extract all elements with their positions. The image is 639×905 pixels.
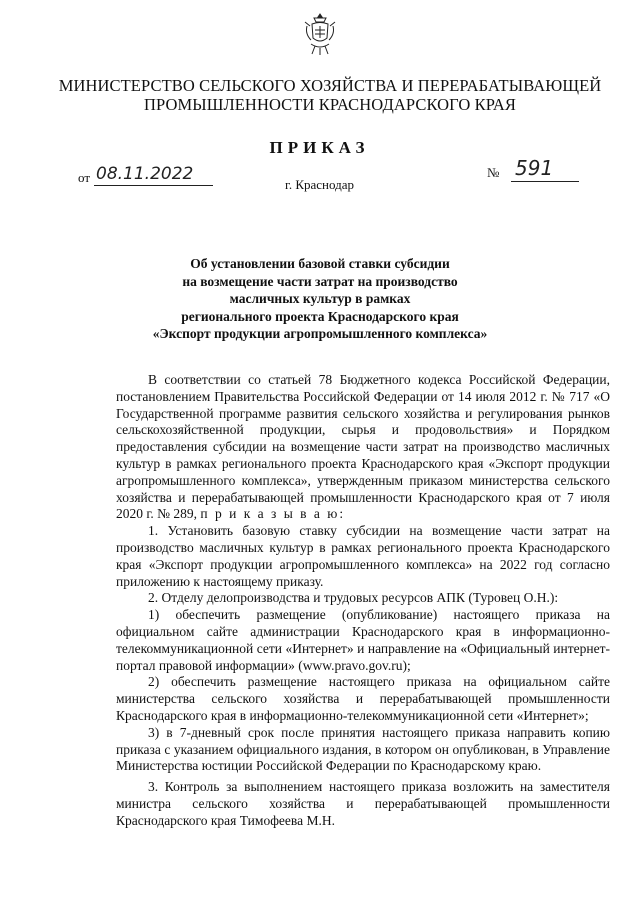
city-line: г. Краснодар (284, 177, 355, 192)
handwritten-number: 591 (515, 156, 554, 180)
number-prefix: № (487, 165, 500, 180)
order-body (116, 372, 610, 830)
krasnodar-coat-of-arms-icon (303, 12, 337, 56)
preamble-text: В соответствии со статьей 78 Бюджетного кодекса Российской Федерации, постановлением Правительства Российской Федерации от 14 июля 2012 г. № 717 «О Государственной программе развития сельского хозяйства и регулирования рынков сельскохозяйственной продукции, сырья и продовольствия» и Порядком предоставления субсидии на возмещение части затрат на производство масличных культур в рамках регионального проекта Краснодарского края «Экспорт продукции агропромышленного комплекса», утвержденным приказом министерства сельского хозяйства и перерабатывающей промышленности Краснодарского края от 7 июля 2020 г. № 289, (116, 372, 610, 522)
subject-line: масличных культур в рамках (229, 291, 411, 306)
subject-line: на возмещение части затрат на производство (182, 273, 458, 289)
item-paragraph: 1. Установить базовую ставку субсидии на возмещение части затрат на производство масличных культур в рамках регионального проекта Краснодарского края «Экспорт продукции агропромышленного комплекса» на 2022 год согласно приложению к настоящему приказу. (116, 523, 610, 589)
item-paragraph: 2. Отделу делопроизводства и трудовых ресурсов АПК (Туровец О.Н.): (148, 590, 559, 606)
handwritten-date: 08.11.2022 (96, 164, 194, 184)
command-word: п р и к а з ы в а ю: (200, 506, 346, 522)
ministry-line: ПРОМЫШЛЕННОСТИ КРАСНОДАРСКОГО КРАЯ (143, 95, 517, 114)
ministry-line: МИНИСТЕРСТВО СЕЛЬСКОГО ХОЗЯЙСТВА И ПЕРЕРАБАТЫВАЮЩЕЙ (58, 76, 602, 95)
order-subject (100, 255, 540, 343)
item-paragraph: 2) обеспечить размещение настоящего приказа на официальном сайте министерства сельского хозяйства и перерабатывающей промышленности Краснодарского края в информационно-телекоммуникационной сети «Интернет»; (116, 674, 610, 723)
item-paragraph: 3) в 7-дневный срок после принятия настоящего приказа направить копию приказа с указанием официального издания, в котором он опубликован, в Управление Министерства юстиции Российской Федерации по Краснодарскому краю. (116, 724, 610, 774)
subject-line: Об установлении базовой ставки субсидии (190, 256, 450, 271)
subject-line: «Экспорт продукции агропромышленного комплекса» (152, 326, 488, 341)
date-prefix: от (78, 170, 91, 185)
document-type-title: ПРИКАЗ (269, 138, 370, 157)
subject-line: регионального проекта Краснодарского края (181, 308, 459, 324)
preamble-paragraph (116, 372, 610, 523)
item-paragraph: 3. Контроль за выполнением настоящего приказа возложить на заместителя министра сельского хозяйства и перерабатывающей промышленности Краснодарского края Тимофеева М.Н. (116, 779, 610, 828)
ministry-name (40, 76, 620, 114)
item-paragraph: 1) обеспечить размещение (опубликование) настоящего приказа на официальном сайте администрации Краснодарского края в информационно-телекоммуникационной сети «Интернет» и направление на «Официальный интернет-портал правовой информации» (www.pravo.gov.ru); (116, 607, 610, 673)
